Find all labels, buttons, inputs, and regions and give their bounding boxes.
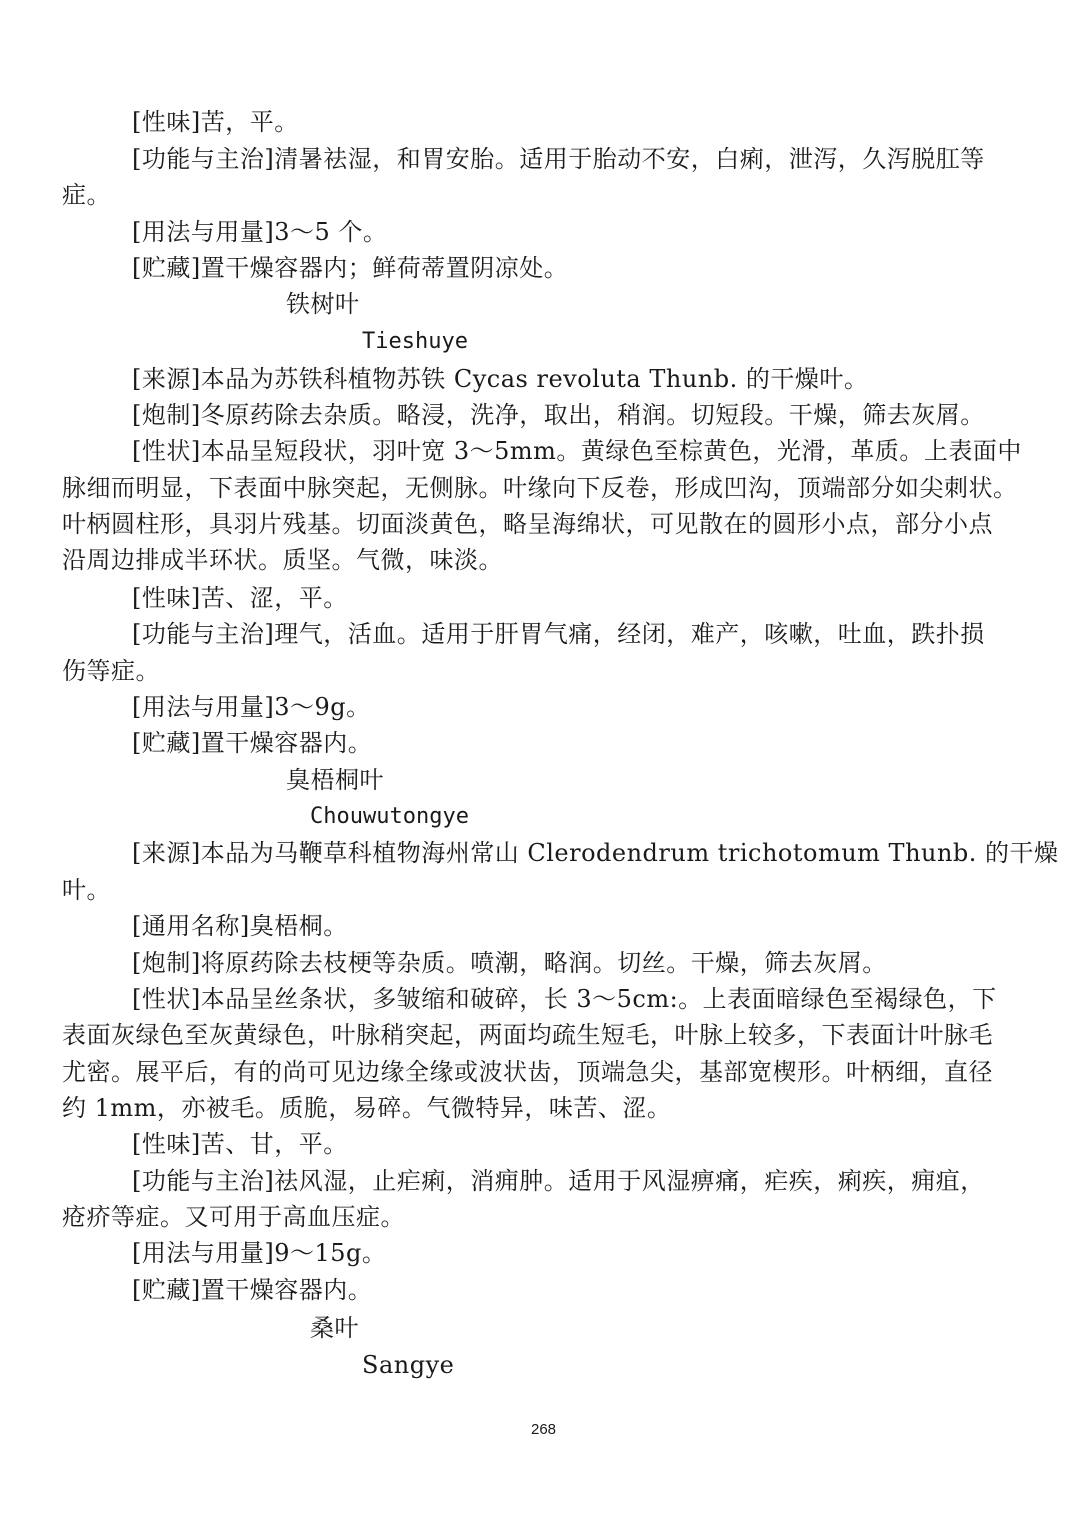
text-line: [贮藏]置干燥容器内。 bbox=[132, 1276, 373, 1304]
text-line: 症。 bbox=[62, 181, 111, 209]
page-number: 268 bbox=[530, 1421, 557, 1438]
text-line: [用法与用量]3～9g。 bbox=[132, 693, 371, 721]
text-line: [来源]本品为苏铁科植物苏铁 Cycas revoluta Thunb. 的干燥叶。 bbox=[132, 365, 869, 393]
entry-pinyin: Sangye bbox=[362, 1351, 455, 1379]
text-line: [性味]苦、涩，平。 bbox=[132, 584, 348, 612]
entry-title: 桑叶 bbox=[310, 1314, 359, 1342]
text-line: [功能与主治]清暑祛湿，和胃安胎。适用于胎动不安，白痢，泄泻，久泻脱肛等 bbox=[132, 145, 985, 173]
text-line: [用法与用量]3～5 个。 bbox=[132, 218, 388, 246]
entry-title: 铁树叶 bbox=[286, 290, 360, 318]
text-line: 脉细而明显，下表面中脉突起，无侧脉。叶缘向下反卷，形成凹沟，顶端部分如尖刺状。 bbox=[62, 474, 1018, 502]
text-line: [贮藏]置干燥容器内；鲜荷蒂置阴凉处。 bbox=[132, 254, 569, 282]
text-line: [性状]本品呈丝条状，多皱缩和破碎，长 3～5cm:。上表面暗绿色至褐绿色，下 bbox=[132, 985, 997, 1013]
text-line: 叶柄圆柱形，具羽片残基。切面淡黄色，略呈海绵状，可见散在的圆形小点，部分小点 bbox=[62, 510, 993, 538]
text-line: [贮藏]置干燥容器内。 bbox=[132, 729, 373, 757]
text-line: 沿周边排成半环状。质坚。气微，味淡。 bbox=[62, 546, 503, 574]
text-line: 伤等症。 bbox=[62, 657, 160, 685]
entry-pinyin: Tieshuye bbox=[362, 329, 468, 354]
entry-title: 臭梧桐叶 bbox=[286, 766, 384, 794]
text-line: [炮制]将原药除去枝梗等杂质。喷潮，略润。切丝。干燥，筛去灰屑。 bbox=[132, 949, 887, 977]
text-line: [来源]本品为马鞭草科植物海州常山 Clerodendrum trichotomum Thunb. 的干燥 bbox=[132, 839, 1059, 867]
text-line: 尤密。展平后，有的尚可见边缘全缘或波状齿，顶端急尖，基部宽楔形。叶柄细，直径 bbox=[62, 1058, 993, 1086]
text-line: [功能与主治]理气，活血。适用于肝胃气痛，经闭，难产，咳嗽，吐血，跌扑损 bbox=[132, 620, 985, 648]
text-line: 表面灰绿色至灰黄绿色，叶脉稍突起，两面均疏生短毛，叶脉上较多，下表面计叶脉毛 bbox=[62, 1021, 993, 1049]
entry-pinyin: Chouwutongye bbox=[310, 804, 469, 829]
text-line: [性味]苦、甘，平。 bbox=[132, 1130, 348, 1158]
text-line: [性味]苦，平。 bbox=[132, 108, 299, 136]
text-line: [炮制]冬原药除去杂质。略浸，洗净，取出，稍润。切短段。干燥，筛去灰屑。 bbox=[132, 401, 985, 429]
text-line: [通用名称]臭梧桐。 bbox=[132, 912, 348, 940]
text-line: 约 1mm，亦被毛。质脆，易碎。气微特异，味苦、涩。 bbox=[62, 1094, 672, 1122]
text-line: [性状]本品呈短段状，羽叶宽 3～5mm。黄绿色至棕黄色，光滑，革质。上表面中 bbox=[132, 437, 1022, 465]
text-line: [功能与主治]祛风湿，止疟痢，消痈肿。适用于风湿痹痛，疟疾，痢疾，痈疽， bbox=[132, 1167, 985, 1195]
text-line: [用法与用量]9～15g。 bbox=[132, 1239, 387, 1267]
text-line: 叶。 bbox=[62, 876, 111, 904]
text-line: 疮疥等症。又可用于高血压症。 bbox=[62, 1203, 405, 1231]
